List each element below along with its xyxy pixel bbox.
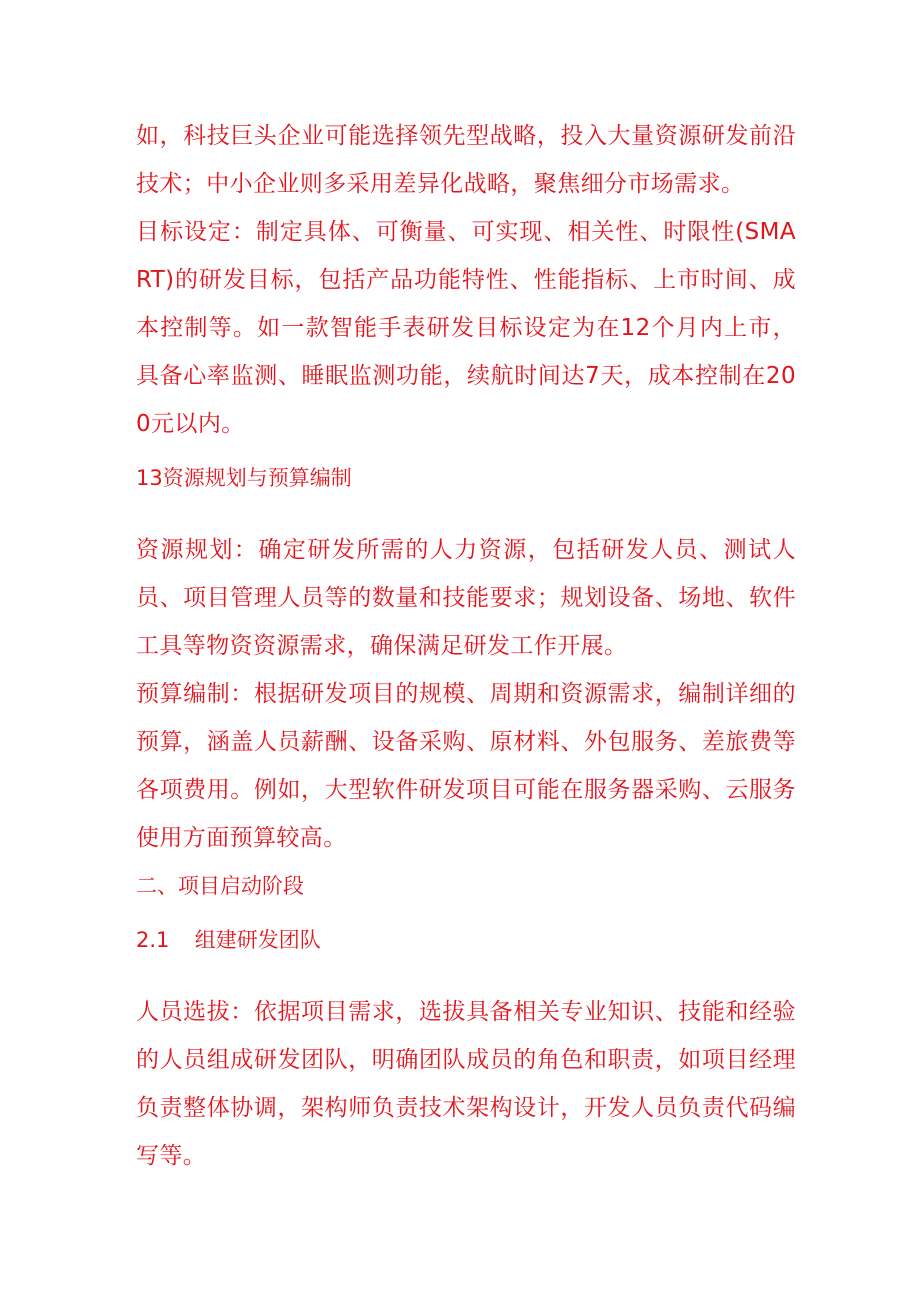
- heading-resource-planning-budget: 13资源规划与预算编制: [136, 466, 352, 490]
- heading-project-start-phase: 二、项目启动阶段: [136, 874, 304, 898]
- paragraph-budget: 预算编制：根据研发项目的规模、周期和资源需求，编制详细的预算，涵盖人员薪酬、设备采购、原材料、外包服务、差旅费等各项费用。例如，大型软件研发项目可能在服务器采购、云服务使用方面预算较高。: [136, 681, 796, 851]
- paragraph-staff-selection: 人员选拔：依据项目需求，选拔具备相关专业知识、技能和经验的人员组成研发团队，明确团队成员的角色和职责，如项目经理负责整体协调，架构师负责技术架构设计，开发人员负责代码编写等。: [136, 999, 796, 1169]
- paragraph-goal-setting: 目标设定：制定具体、可衡量、可实现、相关性、时限性(SMART)的研发目标，包括产品功能特性、性能指标、上市时间、成本控制等。如一款智能手表研发目标设定为在12个月内上市，具备心率监测、睡眠监测功能，续航时间达7天，成本控制在200元以内。: [136, 219, 796, 437]
- paragraph-strategy: 如，科技巨头企业可能选择领先型战略，投入大量资源研发前沿技术；中小企业则多采用差异化战略，聚焦细分市场需求。: [136, 123, 796, 197]
- document-body: [136, 112, 796, 1180]
- paragraph-resource-planning: 资源规划：确定研发所需的人力资源，包括研发人员、测试人员、项目管理人员等的数量和技能要求；规划设备、场地、软件工具等物资资源需求，确保满足研发工作开展。: [136, 537, 796, 659]
- heading-build-team: 2.1 组建研发团队: [136, 928, 321, 952]
